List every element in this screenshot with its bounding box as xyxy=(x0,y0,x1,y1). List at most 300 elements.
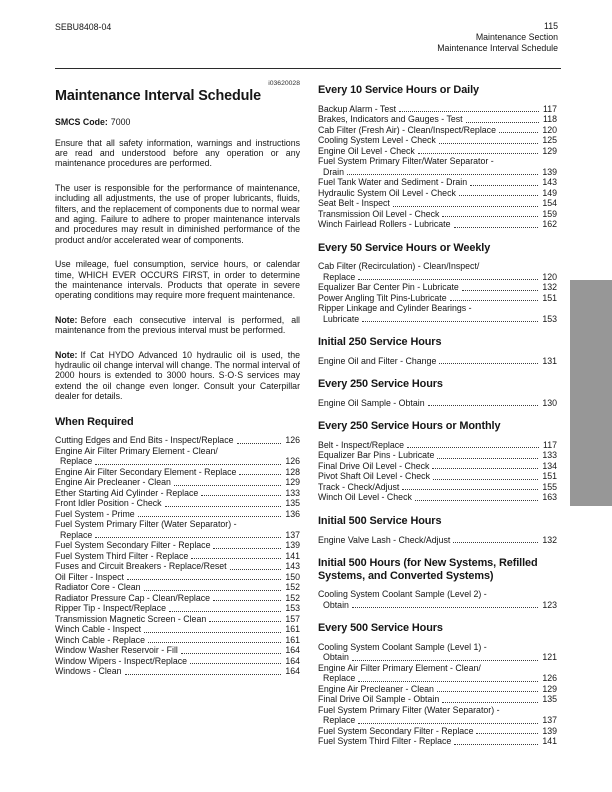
toc-item-text: Seat Belt - Inspect xyxy=(318,198,390,209)
toc-page-number: 128 xyxy=(285,466,300,477)
toc-page-number: 126 xyxy=(285,456,300,467)
toc-page-number: 164 xyxy=(285,655,300,666)
toc-item xyxy=(55,614,300,625)
toc-item-text: Replace xyxy=(323,715,356,726)
toc-item-text: Replace xyxy=(60,529,93,540)
service-interval-section xyxy=(318,242,557,325)
dot-leader xyxy=(442,702,538,703)
toc-item-line xyxy=(55,477,300,488)
dot-leader xyxy=(402,489,538,490)
toc-item xyxy=(318,663,557,684)
thumb-tab xyxy=(570,280,612,506)
dot-leader xyxy=(352,607,538,608)
dot-leader xyxy=(437,458,538,459)
body-paragraph xyxy=(55,315,300,336)
toc-item xyxy=(318,440,557,451)
page-number: 115 xyxy=(543,21,558,31)
dot-leader xyxy=(432,468,538,469)
toc-item xyxy=(55,467,300,478)
toc-item-text: Obtain xyxy=(323,652,349,663)
toc-item-text: Engine Oil Level - Check xyxy=(318,145,415,156)
toc-item xyxy=(55,593,300,604)
dot-leader xyxy=(459,195,538,196)
toc-item-text: Lubricate xyxy=(323,313,360,324)
toc-page-number: 117 xyxy=(542,103,557,114)
dot-leader xyxy=(358,279,538,280)
header-meta xyxy=(437,21,558,53)
toc-item-line xyxy=(318,450,557,461)
toc-item-text: Hydraulic System Oil Level - Check xyxy=(318,187,456,198)
toc-item xyxy=(318,589,557,610)
toc-item xyxy=(318,450,557,461)
toc-item-text: Fuel System Third Filter - Replace xyxy=(55,550,189,561)
toc-page-number: 133 xyxy=(285,487,300,498)
toc-item xyxy=(318,726,557,737)
toc-item-line xyxy=(318,694,557,705)
toc-page-number: 121 xyxy=(542,652,557,663)
toc-list xyxy=(318,589,557,610)
toc-item-line xyxy=(318,167,557,178)
dot-leader xyxy=(442,216,538,217)
toc-item xyxy=(55,582,300,593)
toc-page-number: 120 xyxy=(542,271,557,282)
toc-item-text: Fuel System - Prime xyxy=(55,508,135,519)
toc-item-line xyxy=(318,209,557,220)
left-column xyxy=(55,80,300,747)
toc-item-text: Window Wipers - Inspect/Replace xyxy=(55,655,188,666)
toc-page-number: 139 xyxy=(542,725,557,736)
toc-page-number: 157 xyxy=(285,613,300,624)
toc-item-line xyxy=(318,715,557,726)
dot-leader xyxy=(476,733,538,734)
dot-leader xyxy=(462,290,538,291)
dot-leader xyxy=(239,474,281,475)
toc-item-line xyxy=(318,492,557,503)
toc-item xyxy=(318,156,557,177)
toc-list xyxy=(55,435,300,677)
toc-item xyxy=(55,603,300,614)
dot-leader xyxy=(399,111,539,112)
toc-item-line xyxy=(318,282,557,293)
document-code: SEBU8408-04 xyxy=(55,22,112,32)
right-column xyxy=(318,80,557,747)
toc-item xyxy=(318,398,557,409)
toc-page-number: 118 xyxy=(542,114,557,125)
toc-page-number: 164 xyxy=(285,645,300,656)
toc-item xyxy=(55,540,300,551)
toc-item-line xyxy=(55,593,300,604)
toc-item xyxy=(318,694,557,705)
toc-item-text: Backup Alarm - Test xyxy=(318,103,397,114)
toc-page-number: 162 xyxy=(542,219,557,230)
toc-list xyxy=(318,642,557,747)
toc-page-number: 135 xyxy=(542,694,557,705)
toc-item-text: Engine Oil and Filter - Change xyxy=(318,355,437,366)
toc-item-text: Radiator Pressure Cap - Clean/Replace xyxy=(55,592,210,603)
toc-item-text: Replace xyxy=(323,271,356,282)
toc-item xyxy=(318,209,557,220)
body-paragraph xyxy=(55,183,300,245)
service-interval-section xyxy=(318,336,557,366)
toc-item-text: Winch Oil Level - Check xyxy=(318,492,412,503)
dot-leader xyxy=(358,681,538,682)
toc-item-line xyxy=(318,726,557,737)
toc-item-line xyxy=(318,356,557,367)
note-label: Note: xyxy=(55,349,78,360)
toc-item-line xyxy=(55,509,300,520)
toc-item-text: Fuel Tank Water and Sediment - Drain xyxy=(318,177,468,188)
dot-leader xyxy=(454,227,539,228)
content-columns xyxy=(55,80,557,747)
service-interval-section xyxy=(318,420,557,503)
toc-item-text: Fuel System Third Filter - Replace xyxy=(318,736,452,747)
toc-item xyxy=(55,435,300,446)
toc-list xyxy=(318,440,557,503)
smcs-code-label: SMCS Code: xyxy=(55,116,108,127)
toc-page-number: 152 xyxy=(285,592,300,603)
toc-item xyxy=(318,492,557,503)
toc-item xyxy=(55,498,300,509)
header-section: Maintenance Section xyxy=(475,31,558,42)
toc-item-text: Engine Valve Lash - Check/Adjust xyxy=(318,534,451,545)
toc-item-line xyxy=(55,666,300,677)
toc-item xyxy=(318,482,557,493)
toc-item xyxy=(318,135,557,146)
dot-leader xyxy=(418,153,538,154)
toc-page-number: 143 xyxy=(285,561,300,572)
toc-item-first-line: Cooling System Coolant Sample (Level 2) - xyxy=(318,589,487,600)
toc-item-text: Radiator Core - Clean xyxy=(55,582,141,593)
toc-item xyxy=(318,261,557,282)
toc-page-number: 129 xyxy=(285,477,300,488)
section-heading: Initial 500 Hours (for New Systems, Refilled Systems, and Converted Systems) xyxy=(318,557,538,582)
toc-page-number: 161 xyxy=(285,634,300,645)
toc-item-text: Engine Air Precleaner - Clean xyxy=(318,683,434,694)
toc-item xyxy=(55,645,300,656)
toc-item xyxy=(318,104,557,115)
toc-page-number: 123 xyxy=(542,599,557,610)
dot-leader xyxy=(433,479,538,480)
toc-page-number: 130 xyxy=(542,397,557,408)
section-heading: Initial 500 Service Hours xyxy=(318,514,442,527)
toc-item-line xyxy=(318,471,557,482)
dot-leader xyxy=(466,122,539,123)
paragraph-text: Before each consecutive interval is performed, all maintenance from the previous interval must be performed. xyxy=(55,314,300,336)
toc-page-number: 164 xyxy=(285,666,300,677)
section-heading: Every 250 Service Hours xyxy=(318,378,443,391)
toc-item-text: Drain xyxy=(323,166,345,177)
toc-item xyxy=(55,624,300,635)
dot-leader xyxy=(209,621,281,622)
toc-item-line xyxy=(318,398,557,409)
dot-leader xyxy=(174,485,281,486)
toc-item xyxy=(318,642,557,663)
toc-item-line xyxy=(318,684,557,695)
toc-item-line xyxy=(318,272,557,283)
right-toc xyxy=(318,84,557,747)
toc-page-number: 155 xyxy=(542,481,557,492)
dot-leader xyxy=(453,542,538,543)
toc-item-text: Ether Starting Aid Cylinder - Replace xyxy=(55,487,199,498)
toc-item-first-line: Engine Air Filter Primary Element - Clean/ xyxy=(55,445,218,456)
toc-item-text: Engine Air Precleaner - Clean xyxy=(55,477,171,488)
toc-page-number: 163 xyxy=(542,492,557,503)
toc-page-number: 134 xyxy=(542,460,557,471)
dot-leader xyxy=(415,500,538,501)
toc-item xyxy=(55,551,300,562)
dot-leader xyxy=(470,185,538,186)
toc-page-number: 139 xyxy=(285,540,300,551)
paragraph-text: If Cat HYDO Advanced 10 hydraulic oil is used, the hydraulic oil change interval will change. The normal interval of 2000 hours is extended to 3000 hours. S·O·S services may extend the oil change even longer. Consult your Caterpillar dealer for details. xyxy=(55,349,300,402)
toc-item xyxy=(318,177,557,188)
toc-item xyxy=(318,356,557,367)
toc-item-text: Fuel System Secondary Filter - Replace xyxy=(318,725,474,736)
toc-item-first-line: Fuel System Primary Filter (Water Separator) - xyxy=(55,519,237,530)
toc-item-text: Equalizer Bar Pins - Lubricate xyxy=(318,450,435,461)
toc-item-line xyxy=(55,530,300,541)
dot-leader xyxy=(352,660,538,661)
dot-leader xyxy=(439,363,538,364)
toc-page-number: 137 xyxy=(285,529,300,540)
toc-item xyxy=(55,477,300,488)
dot-leader xyxy=(95,464,281,465)
smcs-code-value: 7000 xyxy=(110,116,131,127)
toc-page-number: 153 xyxy=(285,603,300,614)
toc-item-text: Cutting Edges and End Bits - Inspect/Replace xyxy=(55,435,234,446)
toc-item-line xyxy=(55,561,300,572)
toc-item xyxy=(318,219,557,230)
dot-leader xyxy=(213,600,281,601)
intro-paragraphs xyxy=(55,138,300,402)
toc-page-number: 132 xyxy=(542,282,557,293)
toc-item-line xyxy=(55,614,300,625)
toc-page-number: 141 xyxy=(285,550,300,561)
dot-leader xyxy=(358,723,538,724)
service-interval-section xyxy=(318,84,557,230)
toc-item-line xyxy=(318,440,557,451)
note-label: Note: xyxy=(55,314,78,325)
body-paragraph xyxy=(55,350,300,402)
toc-item-line xyxy=(318,198,557,209)
section-heading: Every 50 Service Hours or Weekly xyxy=(318,241,491,254)
toc-page-number: 126 xyxy=(285,435,300,446)
service-interval-section xyxy=(318,378,557,408)
toc-list xyxy=(318,104,557,230)
dot-leader xyxy=(125,674,282,675)
header-subsection: Maintenance Interval Schedule xyxy=(437,42,558,53)
toc-item-text: Engine Oil Sample - Obtain xyxy=(318,397,425,408)
toc-page-number: 137 xyxy=(542,715,557,726)
toc-page-number: 129 xyxy=(542,683,557,694)
toc-item xyxy=(318,282,557,293)
header-rule xyxy=(55,68,561,69)
toc-item xyxy=(318,188,557,199)
toc-list xyxy=(318,535,557,546)
dot-leader xyxy=(191,558,281,559)
toc-item-text: Fuses and Circuit Breakers - Replace/Reset xyxy=(55,561,227,572)
toc-item-text: Winch Cable - Replace xyxy=(55,634,145,645)
toc-item xyxy=(318,125,557,136)
toc-list xyxy=(318,398,557,409)
toc-page-number: 153 xyxy=(542,313,557,324)
toc-item-line xyxy=(55,540,300,551)
toc-item-first-line: Fuel System Primary Filter/Water Separator - xyxy=(318,156,494,167)
body-paragraph xyxy=(55,259,300,301)
toc-page-number: 141 xyxy=(542,736,557,747)
toc-page-number: 151 xyxy=(542,292,557,303)
toc-item-text: Oil Filter - Inspect xyxy=(55,571,124,582)
dot-leader xyxy=(127,579,281,580)
toc-item-line xyxy=(318,600,557,611)
service-interval-section xyxy=(318,515,557,545)
toc-page-number: 117 xyxy=(542,439,557,450)
toc-item-text: Replace xyxy=(60,456,93,467)
toc-item-line xyxy=(318,188,557,199)
toc-item-text: Cooling System Level - Check xyxy=(318,135,436,146)
toc-item-first-line: Ripper Linkage and Cylinder Bearings - xyxy=(318,303,472,314)
dot-leader xyxy=(437,691,538,692)
toc-item xyxy=(318,736,557,747)
dot-leader xyxy=(201,495,281,496)
service-interval-section xyxy=(55,416,300,677)
paragraph-text: Use mileage, fuel consumption, service hours, or calendar time, WHICH EVER OCCURS FIRST, in order to determine the maintenance intervals. Products that operate in severe operating conditions may require more frequent maintenance. xyxy=(55,259,300,301)
toc-item-line xyxy=(318,293,557,304)
toc-item xyxy=(55,446,300,467)
toc-item-line xyxy=(318,104,557,115)
toc-item-line xyxy=(55,582,300,593)
toc-item-line xyxy=(55,435,300,446)
dot-leader xyxy=(230,569,282,570)
toc-item-text: Transmission Oil Level - Check xyxy=(318,208,440,219)
toc-page-number: 151 xyxy=(542,471,557,482)
toc-item-line xyxy=(318,652,557,663)
toc-item-line xyxy=(55,603,300,614)
dot-leader xyxy=(148,642,281,643)
smcs-code xyxy=(55,117,300,127)
dot-leader xyxy=(439,143,538,144)
toc-item-first-line: Cooling System Coolant Sample (Level 1) - xyxy=(318,641,487,652)
toc-item xyxy=(55,561,300,572)
paragraph-text: The user is responsible for the performance of maintenance, including all adjustments, the use of proper lubricants, fluids, filters, and the replacement of components due to normal wear and aging. Failure to adhere to proper maintenance intervals and procedures may result in diminished performance of the product and/or accelerated wear of components. xyxy=(55,182,300,245)
toc-item-line xyxy=(55,467,300,478)
toc-item-line xyxy=(318,177,557,188)
toc-item xyxy=(318,198,557,209)
dot-leader xyxy=(499,132,538,133)
dot-leader xyxy=(450,300,539,301)
toc-page-number: 135 xyxy=(285,498,300,509)
toc-page-number: 152 xyxy=(285,582,300,593)
toc-item-line xyxy=(318,135,557,146)
toc-item-text: Transmission Magnetic Screen - Clean xyxy=(55,613,207,624)
toc-item-text: Fuel System Secondary Filter - Replace xyxy=(55,540,211,551)
toc-item-text: Final Drive Oil Level - Check xyxy=(318,460,430,471)
section-heading: Every 500 Service Hours xyxy=(318,622,443,635)
toc-item-text: Brakes, Indicators and Gauges - Test xyxy=(318,114,463,125)
dot-leader xyxy=(237,443,282,444)
toc-item xyxy=(55,666,300,677)
toc-item-line xyxy=(55,624,300,635)
toc-page-number: 126 xyxy=(542,673,557,684)
toc-page-number: 132 xyxy=(542,534,557,545)
dot-leader xyxy=(190,663,281,664)
toc-item-text: Equalizer Bar Center Pin - Lubricate xyxy=(318,282,459,293)
page-title: Maintenance Interval Schedule xyxy=(55,88,261,104)
service-interval-section xyxy=(318,622,557,747)
toc-page-number: 136 xyxy=(285,508,300,519)
toc-item xyxy=(318,684,557,695)
toc-page-number: 129 xyxy=(542,145,557,156)
toc-page-number: 133 xyxy=(542,450,557,461)
toc-item xyxy=(55,519,300,540)
media-number: i03620028 xyxy=(268,80,300,87)
toc-item xyxy=(318,146,557,157)
toc-item xyxy=(55,635,300,646)
toc-item-first-line: Fuel System Primary Filter (Water Separator) - xyxy=(318,704,500,715)
toc-item xyxy=(318,705,557,726)
toc-item-first-line: Cab Filter (Recirculation) - Clean/Inspect/ xyxy=(318,261,480,272)
toc-item xyxy=(318,303,557,324)
toc-page-number: 143 xyxy=(542,177,557,188)
toc-item-line xyxy=(318,314,557,325)
service-interval-section xyxy=(318,557,557,610)
toc-item-text: Ripper Tip - Inspect/Replace xyxy=(55,603,166,614)
toc-page-number: 120 xyxy=(542,124,557,135)
toc-item-text: Belt - Inspect/Replace xyxy=(318,439,405,450)
toc-item xyxy=(55,488,300,499)
toc-page-number: 149 xyxy=(542,187,557,198)
toc-item-text: Windows - Clean xyxy=(55,666,122,677)
body-paragraph xyxy=(55,138,300,169)
toc-page-number: 139 xyxy=(542,166,557,177)
paragraph-text: Ensure that all safety information, warnings and instructions are read and understood before any operation or any maintenance procedures are performed. xyxy=(55,137,300,169)
toc-item xyxy=(318,114,557,125)
dot-leader xyxy=(165,506,282,507)
dot-leader xyxy=(454,744,538,745)
toc-item-text: Replace xyxy=(323,673,356,684)
toc-item-line xyxy=(318,535,557,546)
section-heading: Every 10 Service Hours or Daily xyxy=(318,84,479,96)
dot-leader xyxy=(362,321,538,322)
toc-list xyxy=(318,261,557,324)
toc-item-line xyxy=(318,482,557,493)
dot-leader xyxy=(144,632,281,633)
toc-item-text: Engine Air Filter Secondary Element - Replace xyxy=(55,466,237,477)
dot-leader xyxy=(428,405,539,406)
section-heading: Initial 250 Service Hours xyxy=(318,336,442,349)
toc-item-line xyxy=(318,219,557,230)
toc-item-line xyxy=(318,736,557,747)
dot-leader xyxy=(393,206,538,207)
toc-item-text: Winch Fairlead Rollers - Lubricate xyxy=(318,219,451,230)
dot-leader xyxy=(169,611,281,612)
toc-item-text: Obtain xyxy=(323,599,349,610)
dot-leader xyxy=(138,516,282,517)
toc-item-line xyxy=(55,645,300,656)
toc-item xyxy=(318,461,557,472)
toc-item-line xyxy=(55,498,300,509)
toc-item xyxy=(55,656,300,667)
toc-item xyxy=(55,572,300,583)
toc-item-text: Final Drive Oil Sample - Obtain xyxy=(318,694,440,705)
toc-page-number: 161 xyxy=(285,624,300,635)
toc-item-text: Winch Cable - Inspect xyxy=(55,624,142,635)
dot-leader xyxy=(144,590,282,591)
section-heading: Every 250 Service Hours or Monthly xyxy=(318,420,501,433)
toc-item xyxy=(318,535,557,546)
toc-item-line xyxy=(318,673,557,684)
toc-item-line xyxy=(318,125,557,136)
dot-leader xyxy=(407,447,539,448)
